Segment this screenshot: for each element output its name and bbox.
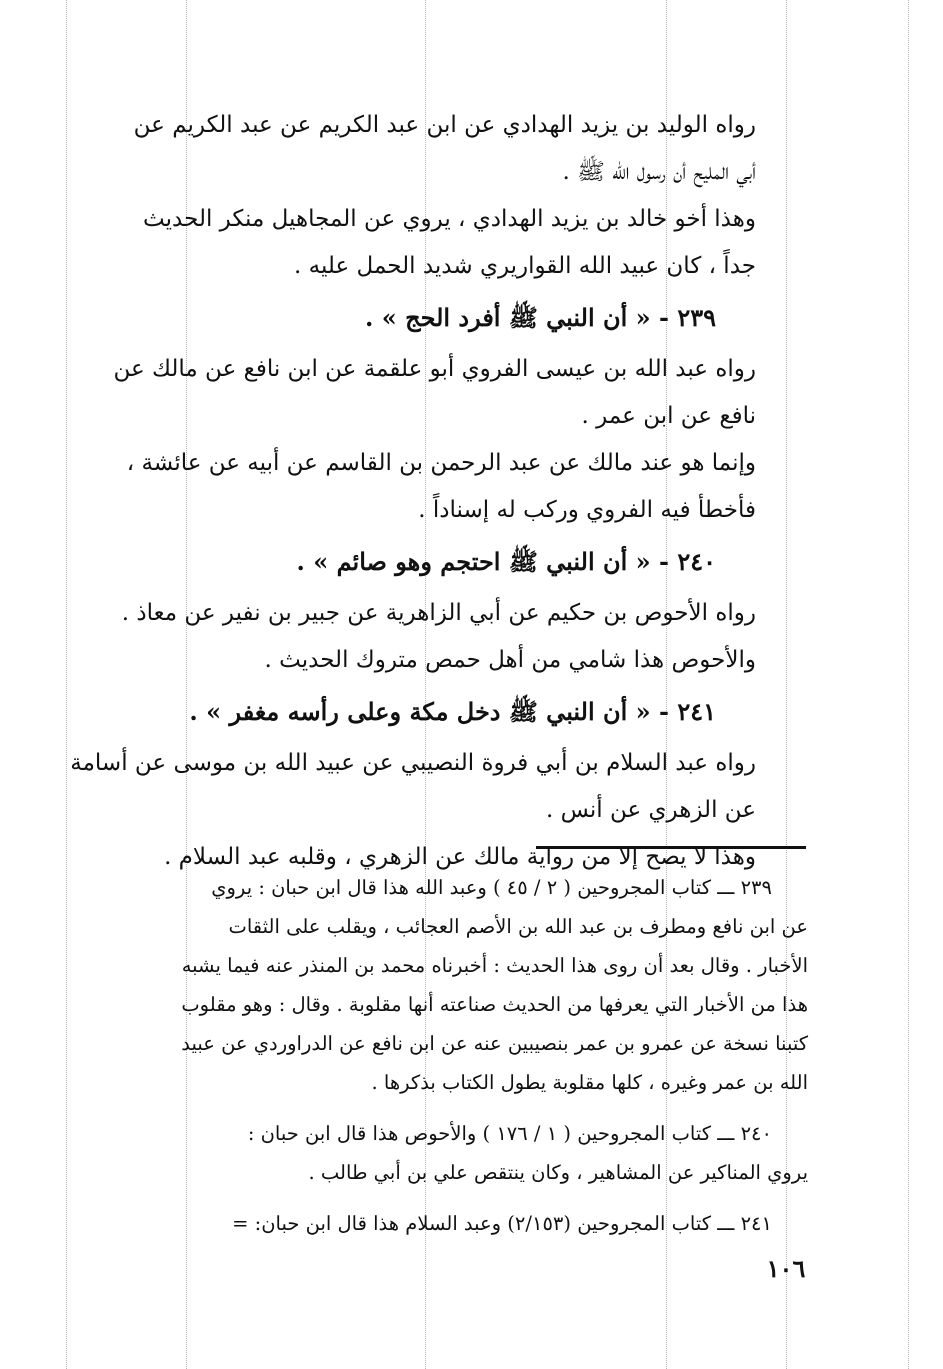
text-line: رواه عبد السلام بن أبي فروة النصيبي عن عبيد الله بن موسى عن أسامة <box>70 750 756 776</box>
footnote-line: الأخبار . وقال بعد أن روى هذا الحديث : أخبرناه محمد بن المنذر عنه فيما يشبه <box>181 954 808 977</box>
text-line: أبي المليح أن رسول الله ﷺ . <box>562 159 756 185</box>
main-text <box>70 102 756 881</box>
footnote-line: ٢٤٠ ـــ كتاب المجروحين ( ١ / ١٧٦ ) والأحوص هذا قال ابن حبان : <box>247 1122 772 1145</box>
footnote-line: ٢٣٩ ـــ كتاب المجروحين ( ٢ / ٤٥ ) وعبد الله هذا قال ابن حبان : يروي <box>211 876 772 899</box>
footnotes <box>132 868 808 1243</box>
hadith-heading-241: ٢٤١ - « أن النبي ﷺ دخل مكة وعلى رأسه مغفر » . <box>189 697 716 726</box>
footnote-separator <box>536 846 806 849</box>
footnote-line: هذا من الأخبار التي يعرفها من الحديث صناعته أنها مقلوبة . وقال : وهو مقلوب <box>181 993 808 1016</box>
footnote-line: الله بن عمر وغيره ، كلها مقلوبة يطول الكتاب بذكرها . <box>371 1071 808 1094</box>
footnote-line: عن ابن نافع ومطرف بن عبد الله بن الأصم العجائب ، ويقلب على الثقات <box>228 915 808 938</box>
text-line: جداً ، كان عبيد الله القواريري شديد الحمل عليه . <box>294 253 756 279</box>
text-line: رواه عبد الله بن عيسى الفروي أبو علقمة عن ابن نافع عن مالك عن <box>113 356 756 382</box>
hadith-heading-240: ٢٤٠ - « أن النبي ﷺ احتجم وهو صائم » . <box>296 547 716 576</box>
footnote-line: كتبنا نسخة عن عمرو بن عمر بنصيبين عنه عن ابن نافع عن الدراوردي عن عبيد <box>181 1032 808 1055</box>
text-line: فأخطأ فيه الفروي وركب له إسناداً . <box>418 497 756 523</box>
footnote-line: يروي المناكير عن المشاهير ، وكان ينتقص علي بن أبي طالب . <box>308 1161 808 1184</box>
text-line: رواه الوليد بن يزيد الهدادي عن ابن عبد الكريم عن عبد الكريم عن <box>133 112 756 138</box>
text-line: وإنما هو عند مالك عن عبد الرحمن بن القاسم عن أبيه عن عائشة ، <box>126 450 756 476</box>
text-line: نافع عن ابن عمر . <box>581 403 756 429</box>
text-line: والأحوص هذا شامي من أهل حمص متروك الحديث . <box>264 647 756 673</box>
text-line: وهذا أخو خالد بن يزيد الهدادي ، يروي عن المجاهيل منكر الحديث <box>143 206 756 232</box>
text-line: وهذا لا يصح إلا من رواية مالك عن الزهري ، وقلبه عبد السلام . <box>164 844 756 870</box>
text-line: رواه الأحوص بن حكيم عن أبي الزاهرية عن جبير بن نفير عن معاذ . <box>121 600 756 626</box>
hadith-heading-239: ٢٣٩ - « أن النبي ﷺ أفرد الحج » . <box>365 303 716 332</box>
text-line: عن الزهري عن أنس . <box>545 797 756 823</box>
page-number: ١٠٦ <box>766 1254 806 1283</box>
footnote-line: ٢٤١ ـــ كتاب المجروحين (٢/١٥٣) وعبد السلام هذا قال ابن حبان: = <box>232 1212 772 1235</box>
